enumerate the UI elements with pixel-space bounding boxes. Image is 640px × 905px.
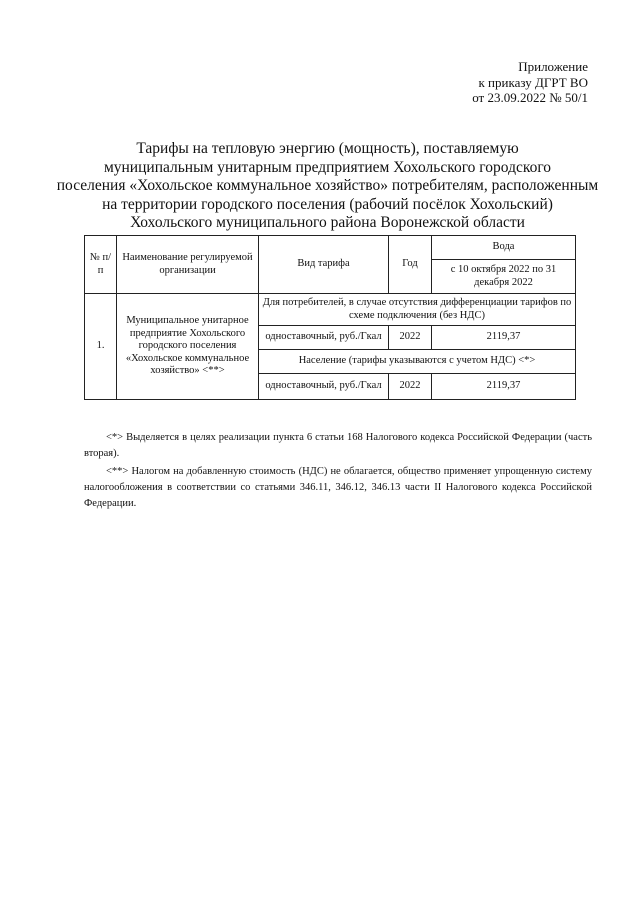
- header-org: Наименование регулируемой организации: [117, 236, 259, 294]
- tariff-table: [84, 235, 576, 400]
- title-line-2: муниципальным унитарным предприятием Хохольского городского: [103, 158, 552, 176]
- appendix-reference: [472, 59, 588, 106]
- title-line-5: Хохольского муниципального района Воронежской области: [130, 214, 525, 231]
- appendix-line-2: к приказу ДГРТ ВО: [478, 74, 588, 90]
- section-2-tariff-type: одноставочный, руб./Гкал: [259, 374, 389, 400]
- section-2-label: Население (тарифы указываются с учетом НДС) <*>: [259, 350, 576, 374]
- header-period: с 10 октября 2022 по 31 декабря 2022: [432, 260, 576, 294]
- footnote-1: <*> Выделяется в целях реализации пункта 6 статьи 168 Налогового кодекса Российской Федерации (часть вторая).: [84, 432, 592, 459]
- title-line-3: поселения «Хохольское коммунальное хозяйство» потребителям, расположенным: [56, 177, 599, 194]
- appendix-line-1: Приложение: [518, 59, 588, 74]
- section-1-year: 2022: [389, 326, 432, 350]
- appendix-line-3: от 23.09.2022 № 50/1: [472, 90, 588, 105]
- section-2-year: 2022: [389, 374, 432, 400]
- document-title: [40, 140, 615, 233]
- header-year: Год: [389, 236, 432, 294]
- title-line-1: Тарифы на тепловую энергию (мощность), поставляемую: [136, 140, 519, 157]
- section-2-value: 2119,37: [432, 374, 576, 400]
- section-1-label: Для потребителей, в случае отсутствия дифференциации тарифов по схеме подключения (без НДС): [259, 294, 576, 326]
- footnotes: [84, 430, 592, 512]
- header-num: № п/п: [85, 236, 117, 294]
- row-org: Муниципальное унитарное предприятие Хохольского городского поселения «Хохольское коммунальное хозяйство» <**>: [117, 294, 259, 400]
- header-tariff-type: Вид тарифа: [259, 236, 389, 294]
- header-water: Вода: [432, 236, 576, 260]
- row-num: 1.: [85, 294, 117, 400]
- footnote-2: <**> Налогом на добавленную стоимость (НДС) не облагается, общество применяет упрощенную систему налогообложения в соответствии со статьями 346.11, 346.12, 346.13 части II Налогового кодекса Российской Федерации.: [84, 466, 592, 509]
- section-1-tariff-type: одноставочный, руб./Гкал: [259, 326, 389, 350]
- title-line-4: на территории городского поселения (рабочий посёлок Хохольский): [102, 195, 553, 213]
- section-1-value: 2119,37: [432, 326, 576, 350]
